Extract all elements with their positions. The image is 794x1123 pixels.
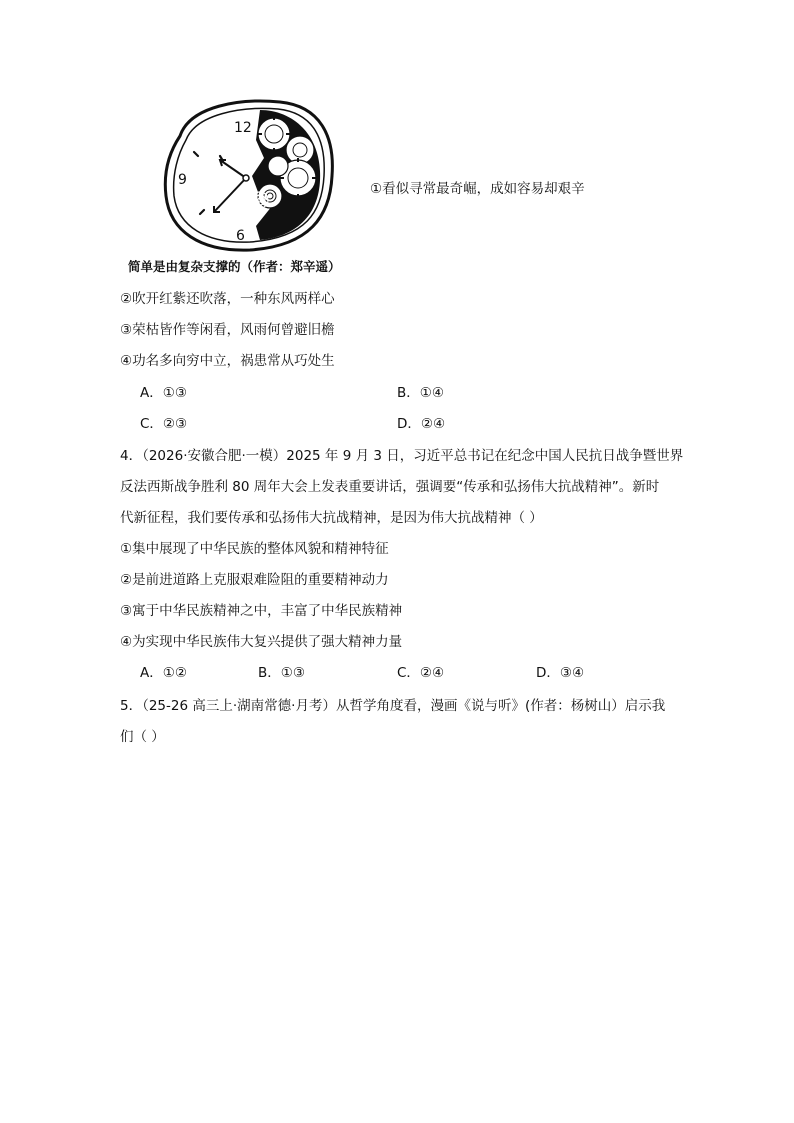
clock-cartoon <box>160 96 340 256</box>
q4-option-a: A．①② <box>140 665 187 681</box>
q4-option-b: B．①③ <box>258 665 305 681</box>
q4-statement-4: ④为实现中华民族伟大复兴提供了强大精神力量 <box>120 634 403 650</box>
clock-gears-illustration <box>160 96 340 256</box>
q3-statement-3: ③荣枯皆作等闲看，风雨何曾避旧檐 <box>120 322 335 338</box>
q3-statement-2: ②吹开红紫还吹落，一种东风两样心 <box>120 291 335 307</box>
q3-option-c: C．②③ <box>140 416 188 432</box>
q4-option-d: D．③④ <box>536 665 585 681</box>
q3-statement-1: ①看似寻常最奇崛，成如容易却艰辛 <box>370 181 585 197</box>
q4-stem-line-3: 代新征程，我们要传承和弘扬伟大抗战精神，是因为伟大抗战精神（ ） <box>120 510 543 526</box>
q4-statement-2: ②是前进道路上克服艰难险阻的重要精神动力 <box>120 572 389 588</box>
q4-option-c: C．②④ <box>397 665 445 681</box>
cartoon-caption: 简单是由复杂支撑的（作者：郑辛遥） <box>128 259 341 274</box>
q4-stem-line-1: 4．（2026·安徽合肥·一模）2025 年 9 月 3 日，习近平总书记在纪念中国人民抗日战争暨世界 <box>120 448 684 464</box>
q4-stem-line-2: 反法西斯战争胜利 80 周年大会上发表重要讲话，强调要“传承和弘扬伟大抗战精神”。新时 <box>120 479 660 495</box>
clock-number-6: 6 <box>236 228 245 244</box>
q4-statement-1: ①集中展现了中华民族的整体风貌和精神特征 <box>120 541 389 557</box>
q4-statement-3: ③寓于中华民族精神之中，丰富了中华民族精神 <box>120 603 403 619</box>
q3-statement-4: ④功名多向穷中立，祸患常从巧处生 <box>120 353 335 369</box>
q5-stem-line-2: 们（ ） <box>120 729 165 745</box>
q3-option-d: D．②④ <box>397 416 446 432</box>
clock-number-12: 12 <box>234 120 252 136</box>
clock-number-9: 9 <box>178 172 187 188</box>
q3-option-b: B．①④ <box>397 385 444 401</box>
q5-stem-line-1: 5．（25-26 高三上·湖南常德·月考）从哲学角度看，漫画《说与听》(作者：杨树山）启示我 <box>120 698 666 714</box>
q3-option-a: A．①③ <box>140 385 187 401</box>
